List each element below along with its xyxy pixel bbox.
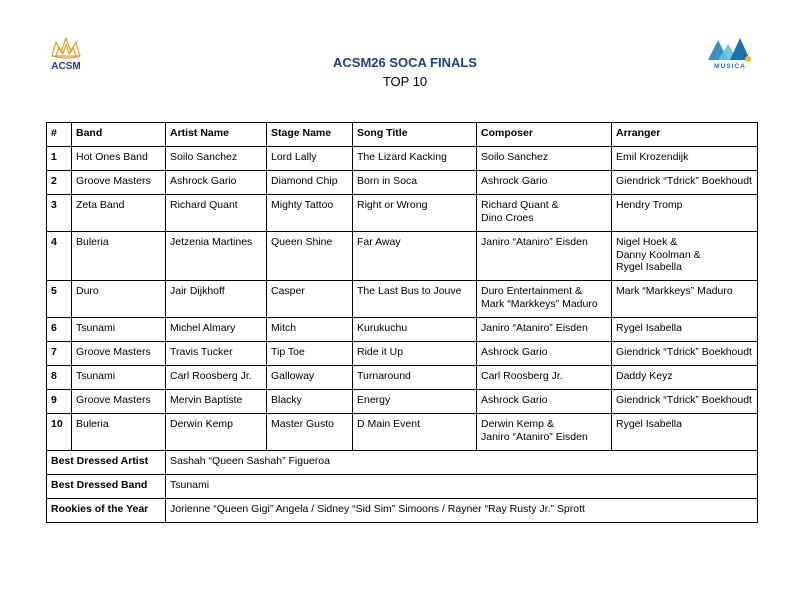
stage-name-cell: Galloway: [267, 366, 353, 390]
arranger-cell: [612, 171, 758, 195]
composer-line: Janiro “Ataniro” Eisden: [481, 430, 588, 443]
artist-cell: Ashrock Gario: [166, 171, 267, 195]
award-row-rookies-of-the-year: [47, 499, 758, 523]
arranger-line: Giendrick “Tdrick” Boekhoudt: [616, 394, 752, 406]
composer-cell: [477, 414, 612, 451]
column-header-song-title: Song Title: [353, 123, 477, 147]
stage-name-cell: Casper: [267, 281, 353, 318]
column-header-band: Band: [72, 123, 166, 147]
rank-cell: 2: [47, 171, 72, 195]
song-title-cell: Kurukuchu: [353, 318, 477, 342]
composer-cell: [477, 171, 612, 195]
rank-cell: 4: [47, 232, 72, 281]
stage-name-cell: Master Gusto: [267, 414, 353, 451]
arranger-cell: [612, 318, 758, 342]
song-title-cell: Right or Wrong: [353, 195, 477, 232]
table-row: [47, 366, 758, 390]
rank-cell: 7: [47, 342, 72, 366]
arranger-line: Mark “Markkeys” Maduro: [616, 285, 733, 297]
table-row: [47, 195, 758, 232]
artist-cell: Carl Roosberg Jr.: [166, 366, 267, 390]
column-header-artist-name: Artist Name: [166, 123, 267, 147]
column-header-stage-name: Stage Name: [267, 123, 353, 147]
stage-name-cell: Mighty Tattoo: [267, 195, 353, 232]
arranger-line: Rygel Isabella: [616, 322, 682, 334]
composer-cell: [477, 195, 612, 232]
page-subtitle: TOP 10: [382, 74, 428, 89]
composer-line: Derwin Kemp &: [481, 418, 554, 430]
arranger-cell: [612, 147, 758, 171]
song-title-cell: Turnaround: [353, 366, 477, 390]
composer-line: Soilo Sanchez: [481, 151, 549, 163]
page-title: ACSM26 SOCA FINALS: [333, 55, 477, 70]
arranger-line: Rygel Isabella: [616, 261, 682, 273]
arranger-cell: [612, 232, 758, 281]
column-header-composer: Composer: [477, 123, 612, 147]
song-title-cell: Far Away: [353, 232, 477, 281]
stage-name-cell: Queen Shine: [267, 232, 353, 281]
rank-cell: 9: [47, 390, 72, 414]
composer-line: Duro Entertainment &: [481, 285, 582, 297]
award-value: Jorienne “Queen Gigi” Angela / Sidney “Sid Sim” Simoons / Rayner “Ray Rusty Jr.” Sprott: [166, 499, 758, 523]
musica-logo-text: MUSICA: [714, 63, 746, 70]
rank-cell: 3: [47, 195, 72, 232]
award-value: Tsunami: [166, 475, 758, 499]
composer-line: Janiro “Ataniro” Eisden: [481, 236, 588, 248]
table-row: [47, 414, 758, 451]
stage-name-cell: Tip Toe: [267, 342, 353, 366]
song-title-cell: The Last Bus to Jouve: [353, 281, 477, 318]
stage-name-cell: Blacky: [267, 390, 353, 414]
arranger-cell: [612, 281, 758, 318]
song-title-cell: Ride it Up: [353, 342, 477, 366]
arranger-line: Daddy Keyz: [616, 370, 673, 382]
arranger-line: Rygel Isabella: [616, 418, 682, 430]
table-row: [47, 147, 758, 171]
column-header-arranger: Arranger: [612, 123, 758, 147]
rank-cell: 8: [47, 366, 72, 390]
arranger-line: Giendrick “Tdrick” Boekhoudt: [616, 175, 752, 187]
arranger-line: Emil Krozendijk: [616, 151, 689, 163]
acsm-logo-text: ACSM: [51, 61, 81, 72]
arranger-cell: [612, 342, 758, 366]
arranger-line: Hendry Tromp: [616, 199, 683, 211]
band-cell: Tsunami: [72, 366, 166, 390]
composer-line: Ashrock Gario: [481, 175, 548, 187]
band-cell: Buleria: [72, 232, 166, 281]
band-cell: Tsunami: [72, 318, 166, 342]
composer-line: Ashrock Gario: [481, 394, 548, 406]
song-title-cell: The Lizard Kacking: [353, 147, 477, 171]
band-cell: Hot Ones Band: [72, 147, 166, 171]
arranger-cell: [612, 414, 758, 451]
table-row: [47, 342, 758, 366]
composer-line: Dino Croes: [481, 211, 534, 224]
rank-cell: 6: [47, 318, 72, 342]
award-row-best-dressed-band: [47, 475, 758, 499]
composer-line: Ashrock Gario: [481, 346, 548, 358]
table-row: [47, 281, 758, 318]
composer-cell: [477, 390, 612, 414]
award-label: Rookies of the Year: [47, 499, 166, 523]
band-cell: Buleria: [72, 414, 166, 451]
arranger-cell: [612, 366, 758, 390]
artist-cell: Richard Quant: [166, 195, 267, 232]
arranger-line: Giendrick “Tdrick” Boekhoudt: [616, 346, 752, 358]
table-row: [47, 390, 758, 414]
stage-name-cell: Lord Lally: [267, 147, 353, 171]
band-cell: Groove Masters: [72, 171, 166, 195]
award-row-best-dressed-artist: [47, 451, 758, 475]
arranger-cell: [612, 390, 758, 414]
song-title-cell: Born in Soca: [353, 171, 477, 195]
artist-cell: Jair Dijkhoff: [166, 281, 267, 318]
rank-cell: 10: [47, 414, 72, 451]
composer-cell: [477, 232, 612, 281]
award-value: Sashah “Queen Sashah” Figueroa: [166, 451, 758, 475]
composer-cell: [477, 281, 612, 318]
arranger-line: Danny Koolman &: [616, 248, 701, 261]
artist-cell: Derwin Kemp: [166, 414, 267, 451]
composer-line: Janiro “Ataniro” Eisden: [481, 322, 588, 334]
band-cell: Groove Masters: [72, 342, 166, 366]
song-title-cell: Energy: [353, 390, 477, 414]
artist-cell: Mervin Baptiste: [166, 390, 267, 414]
composer-cell: [477, 366, 612, 390]
artist-cell: Jetzenia Martines: [166, 232, 267, 281]
table-row: [47, 171, 758, 195]
artist-cell: Michel Almary: [166, 318, 267, 342]
band-cell: Groove Masters: [72, 390, 166, 414]
band-cell: Duro: [72, 281, 166, 318]
composer-line: Richard Quant &: [481, 199, 559, 211]
composer-cell: [477, 342, 612, 366]
table-row: [47, 232, 758, 281]
artist-cell: Soilo Sanchez: [166, 147, 267, 171]
arranger-cell: [612, 195, 758, 232]
award-label: Best Dressed Artist: [47, 451, 166, 475]
composer-cell: [477, 147, 612, 171]
composer-cell: [477, 318, 612, 342]
stage-name-cell: Mitch: [267, 318, 353, 342]
rank-cell: 1: [47, 147, 72, 171]
arranger-line: Nigel Hoek &: [616, 236, 678, 248]
composer-line: Carl Roosberg Jr.: [481, 370, 563, 382]
table-header-row: [47, 123, 758, 147]
rank-cell: 5: [47, 281, 72, 318]
song-title-cell: D Main Event: [353, 414, 477, 451]
composer-line: Mark “Markkeys” Maduro: [481, 297, 598, 310]
artist-cell: Travis Tucker: [166, 342, 267, 366]
stage-name-cell: Diamond Chip: [267, 171, 353, 195]
column-header-number: #: [47, 123, 72, 147]
table-row: [47, 318, 758, 342]
band-cell: Zeta Band: [72, 195, 166, 232]
results-table: [46, 122, 758, 523]
award-label: Best Dressed Band: [47, 475, 166, 499]
